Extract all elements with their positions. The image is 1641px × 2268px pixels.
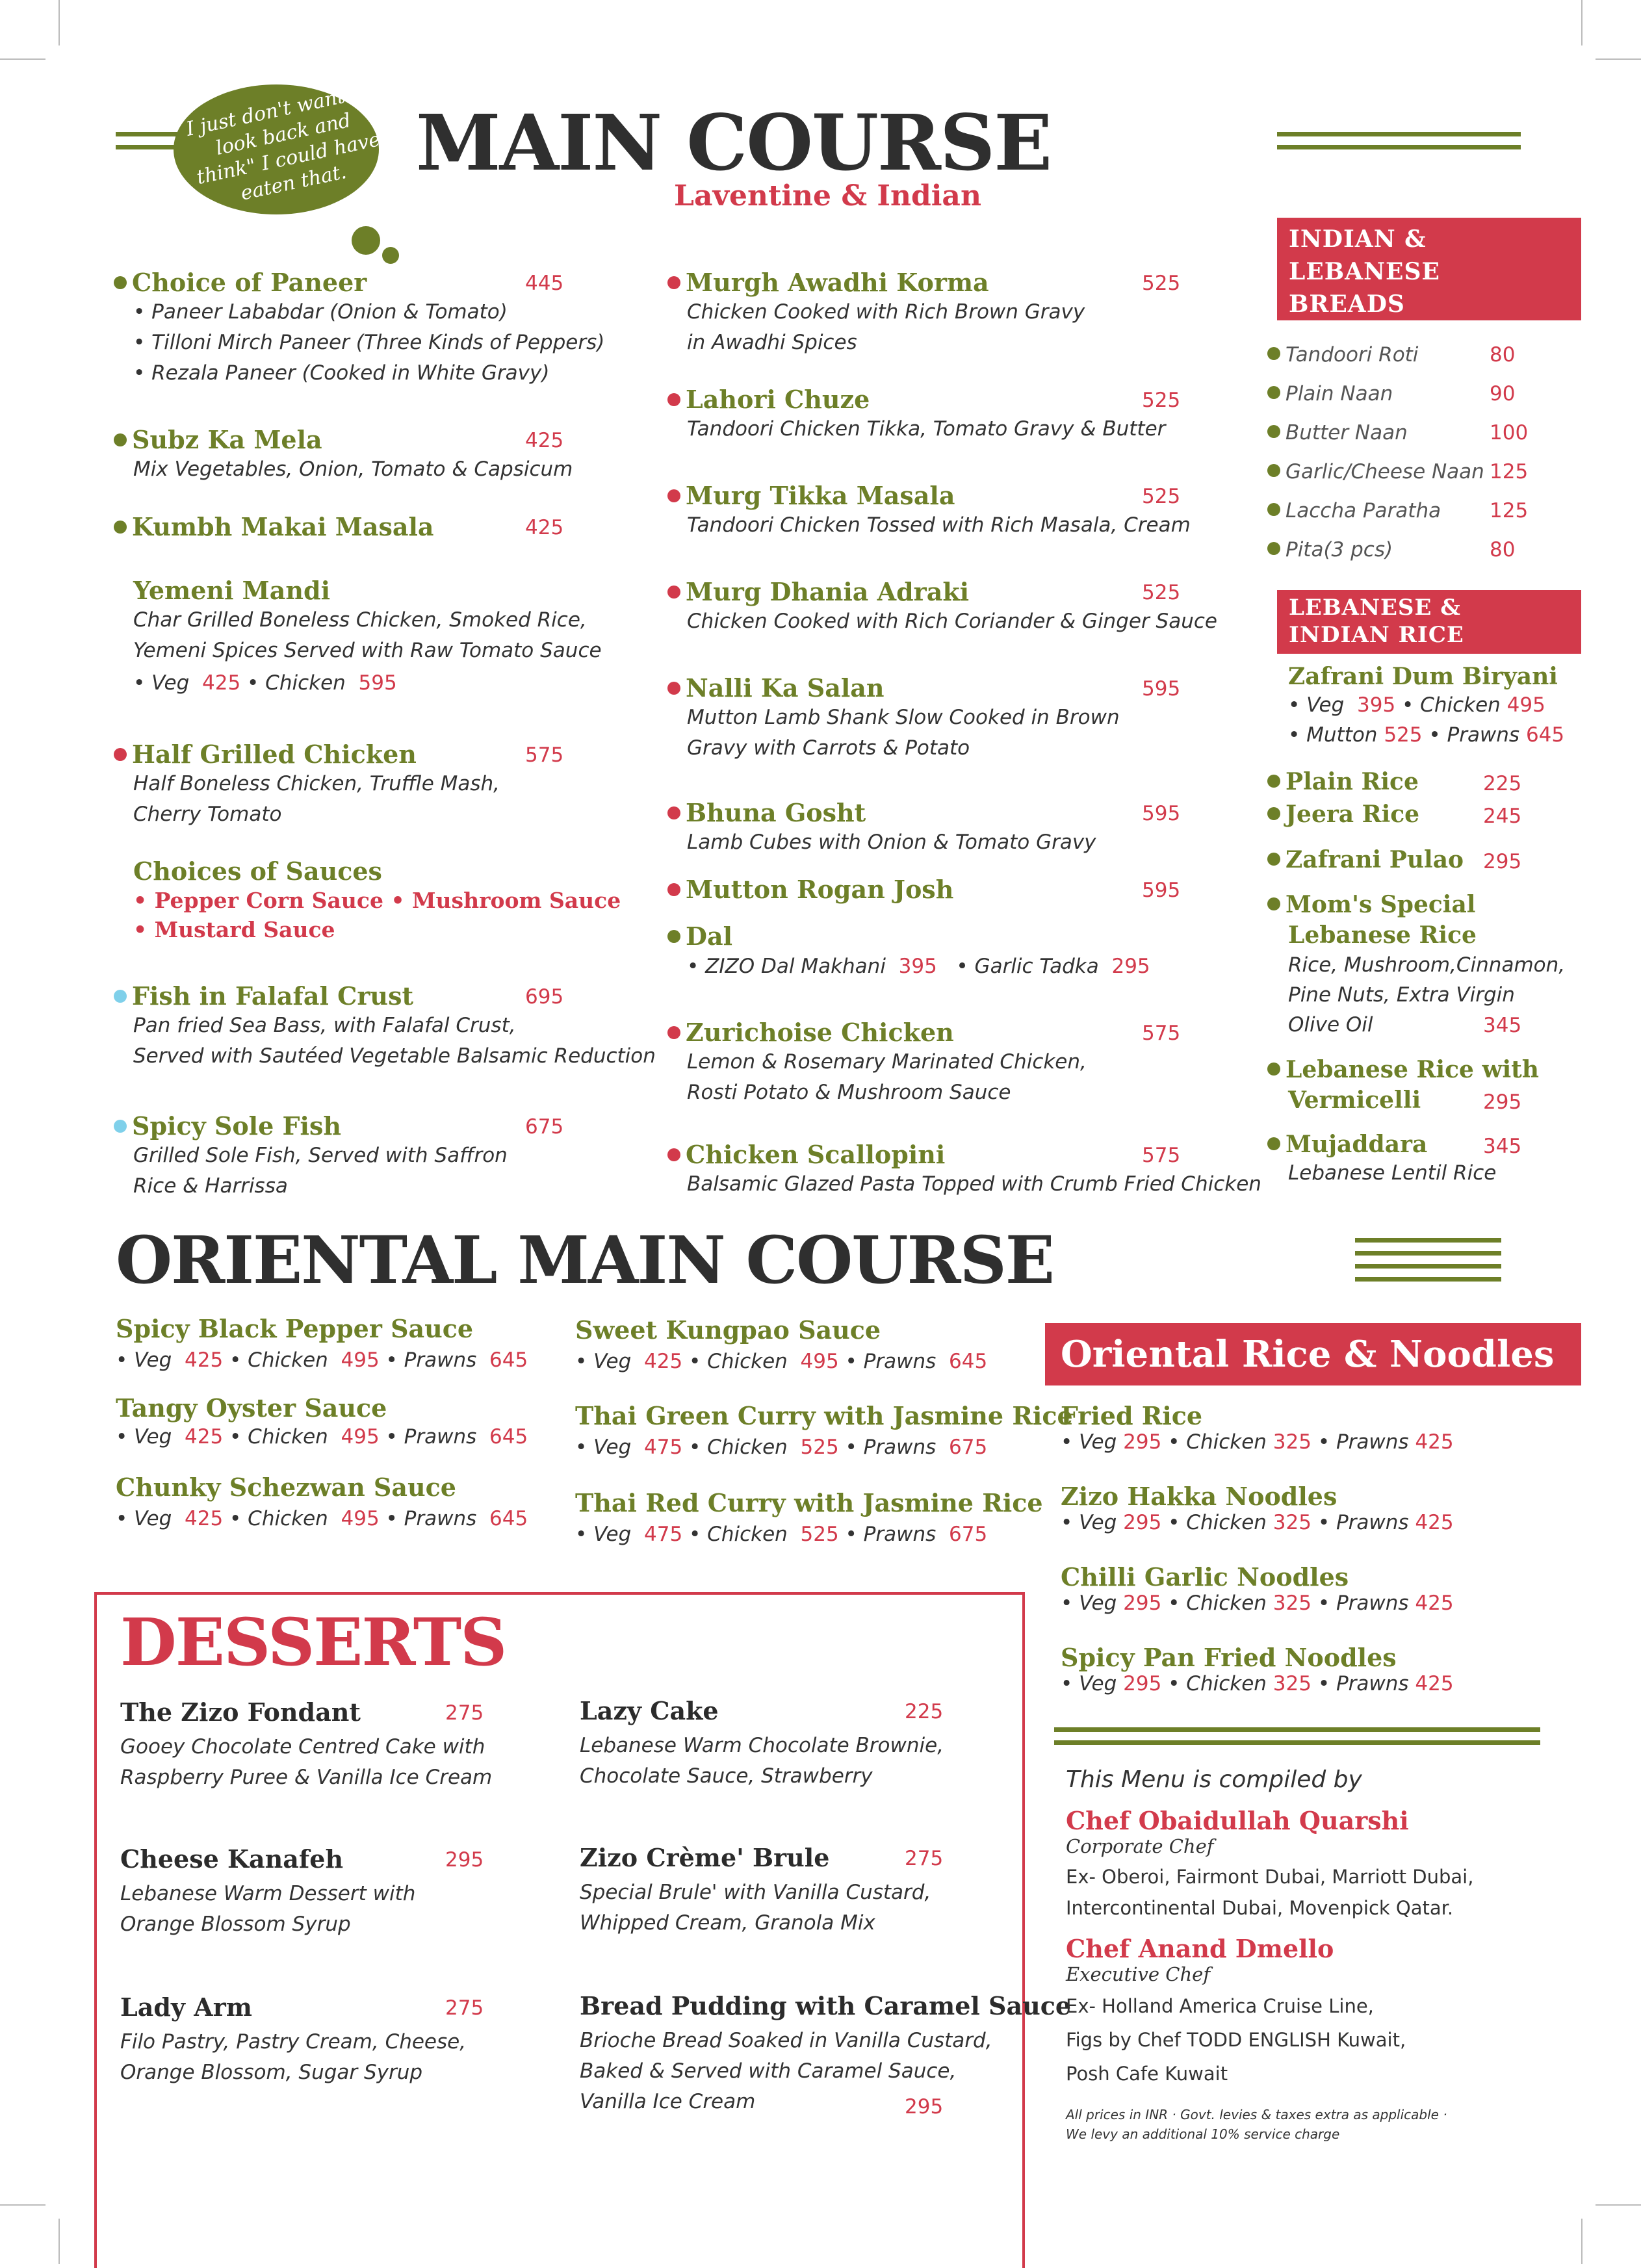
menu-item: Mom's Special Lebanese Rice Rice, Mushroom,Cinnamon, Pine Nuts, Extra Virgin Olive Oil 345 — [1267, 889, 1565, 1040]
menu-item: Bhuna Gosht 595 Lamb Cubes with Onion & Tomato Gravy — [667, 798, 1096, 858]
decorative-lines — [1355, 1238, 1501, 1290]
menu-item: Sweet Kungpao Sauce • Veg 425 • Chicken 495 • Prawns 645 — [575, 1315, 988, 1373]
menu-item: Murg Dhania Adraki 525 Chicken Cooked with Rich Coriander & Ginger Sauce — [667, 577, 1217, 637]
menu-item: Chilli Garlic Noodles • Veg 295 • Chicken 325 • Prawns 425 — [1061, 1562, 1454, 1615]
list-item: Pita(3 pcs) 80 — [1267, 530, 1484, 569]
menu-item: Mutton Rogan Josh 595 — [667, 875, 953, 904]
menu-item: Zurichoise Chicken 575 Lemon & Rosemary Marinated Chicken, Rosti Potato & Mushroom Sauce — [667, 1018, 1087, 1108]
list-item: Tandoori Roti 80 — [1267, 335, 1484, 374]
menu-item: Yemeni Mandi Char Grilled Boneless Chicken, Smoked Rice, Yemeni Spices Served with Raw Tomato Sauce • Veg 425 • Chicken 595 — [133, 576, 602, 695]
menu-item: Nalli Ka Salan 595 Mutton Lamb Shank Slow Cooked in Brown Gravy with Carrots & Potato — [667, 673, 1120, 764]
menu-item: Tangy Oyster Sauce • Veg 425 • Chicken 495 • Prawns 645 — [116, 1393, 528, 1449]
menu-item: Kumbh Makai Masala 425 — [114, 512, 434, 541]
list-item: Laccha Paratha 125 — [1267, 491, 1484, 530]
decorative-lines — [1277, 132, 1521, 158]
crop-mark — [1581, 2219, 1583, 2264]
menu-item: Mujaddara 345 Lebanese Lentil Rice — [1267, 1131, 1496, 1189]
menu-item: Choice of Paneer 445 • Paneer Lababdar (Onion & Tomato) • Tilloni Mirch Paneer (Three Kinds of Peppers) • Rezala Paneer (Cooked in White Gravy) — [114, 268, 604, 389]
noodles-heading: Oriental Rice & Noodles — [1045, 1323, 1581, 1385]
crop-mark — [1596, 2204, 1641, 2206]
menu-item: Fried Rice • Veg 295 • Chicken 325 • Prawns 425 — [1061, 1401, 1454, 1454]
list-item: Butter Naan 100 — [1267, 413, 1484, 452]
menu-item: Spicy Black Pepper Sauce • Veg 425 • Chicken 495 • Prawns 645 — [116, 1314, 528, 1372]
sauce-choices: Choices of Sauces • Pepper Corn Sauce • Mushroom Sauce • Mustard Sauce — [133, 857, 621, 942]
dessert-item: The Zizo Fondant 275 Gooey Chocolate Centred Cake with Raspberry Puree & Vanilla Ice Cream — [120, 1697, 493, 1789]
dessert-item: Lady Arm 275 Filo Pastry, Pastry Cream, Cheese, Orange Blossom, Sugar Syrup — [120, 1992, 484, 2084]
dessert-item: Zizo Crème' Brule 275 Special Brule' with Vanilla Custard, Whipped Cream, Granola Mix — [580, 1843, 944, 1935]
menu-item: Dal • ZIZO Dal Makhani 395 • Garlic Tadka 295 — [667, 921, 1150, 978]
divider-lines — [1054, 1727, 1540, 1753]
breads-heading: INDIAN & LEBANESE BREADS — [1277, 218, 1581, 320]
menu-item: Murg Tikka Masala 525 Tandoori Chicken Tossed with Rich Masala, Cream — [667, 481, 1191, 541]
menu-item: Half Grilled Chicken 575 Half Boneless Chicken, Truffle Mash, Cherry Tomato — [114, 740, 500, 830]
menu-item: Murgh Awadhi Korma 525 Chicken Cooked with Rich Brown Gravy in Awadhi Spices — [667, 268, 1085, 358]
menu-item: Zafrani Pulao 295 — [1267, 846, 1464, 873]
noodles-list — [1061, 1401, 1454, 1695]
page-title: MAIN COURSE — [416, 97, 1052, 188]
crop-mark — [58, 2219, 60, 2264]
menu-item: Zafrani Dum Biryani • Veg 395 • Chicken 495 • Mutton 525 • Prawns 645 — [1288, 663, 1565, 747]
dessert-item: Cheese Kanafeh 295 Lebanese Warm Dessert with Orange Blossom Syrup — [120, 1844, 484, 1936]
menu-item: Spicy Pan Fried Noodles • Veg 295 • Chicken 325 • Prawns 425 — [1061, 1643, 1454, 1695]
credits: This Menu is compiled by Chef Obaidullah Quarshi Corporate Chef Ex- Oberoi, Fairmont Dubai, Marriott Dubai, Intercontinental Dubai, Movenpick Qatar. Chef Anand Dmello Executive Chef Ex- Holland America Cruise Line, Figs by Chef TODD ENGLISH Kuwait, Posh Cafe Kuwait All prices in INR · Govt. levies & taxes extra as applicable · We levy an additional 10% service charge — [1066, 1766, 1474, 2142]
menu-item: Chunky Schezwan Sauce • Veg 425 • Chicken 495 • Prawns 645 — [116, 1473, 528, 1530]
rice-heading: LEBANESE & INDIAN RICE — [1277, 590, 1581, 654]
menu-item: Fish in Falafal Crust 695 Pan fried Sea Bass, with Falafal Crust, Served with Sautéed Vegetable Balsamic Reduction — [114, 981, 656, 1072]
crop-mark — [0, 58, 45, 60]
menu-item: Thai Red Curry with Jasmine Rice • Veg 475 • Chicken 525 • Prawns 675 — [575, 1488, 1043, 1546]
dessert-item: Lazy Cake 225 Lebanese Warm Chocolate Brownie, Chocolate Sauce, Strawberry — [580, 1696, 944, 1788]
menu-item: Zizo Hakka Noodles • Veg 295 • Chicken 325 • Prawns 425 — [1061, 1482, 1454, 1534]
crop-mark — [0, 2204, 45, 2206]
menu-item: Chicken Scallopini 575 Balsamic Glazed Pasta Topped with Crumb Fried Chicken — [667, 1140, 1261, 1200]
menu-item: Jeera Rice 245 — [1267, 801, 1419, 828]
menu-item: Subz Ka Mela 425 Mix Vegetables, Onion, Tomato & Capsicum — [114, 425, 573, 485]
menu-item: Lebanese Rice with Vermicelli 295 — [1267, 1054, 1539, 1115]
section-title: ORIENTAL MAIN COURSE — [116, 1222, 1054, 1298]
menu-item: Spicy Sole Fish 675 Grilled Sole Fish, Served with Saffron Rice & Harrissa — [114, 1111, 508, 1202]
page-subtitle: Laventine & Indian — [674, 179, 981, 213]
oriental-left — [116, 1314, 528, 1530]
crop-mark — [1581, 0, 1583, 45]
section-title: DESSERTS — [120, 1604, 506, 1681]
list-item: Plain Naan 90 — [1267, 374, 1484, 413]
bread-list — [1267, 335, 1529, 569]
dessert-item: Bread Pudding with Caramel Sauce Brioche Bread Soaked in Vanilla Custard, Baked & Served with Caramel Sauce, Vanilla Ice Cream 295 — [580, 1991, 1072, 2119]
quote-text: I just don't want to look back and think" I could have eaten that. — [184, 79, 383, 205]
menu-item: Thai Green Curry with Jasmine Rice • Veg 475 • Chicken 525 • Prawns 675 — [575, 1401, 1073, 1459]
list-item: Garlic/Cheese Naan 125 — [1267, 452, 1484, 491]
menu-item: Lahori Chuze 525 Tandoori Chicken Tikka, Tomato Gravy & Butter — [667, 385, 1165, 445]
crop-mark — [1596, 58, 1641, 60]
crop-mark — [58, 0, 60, 45]
menu-item: Plain Rice 225 — [1267, 768, 1419, 795]
oriental-middle — [575, 1315, 1073, 1546]
